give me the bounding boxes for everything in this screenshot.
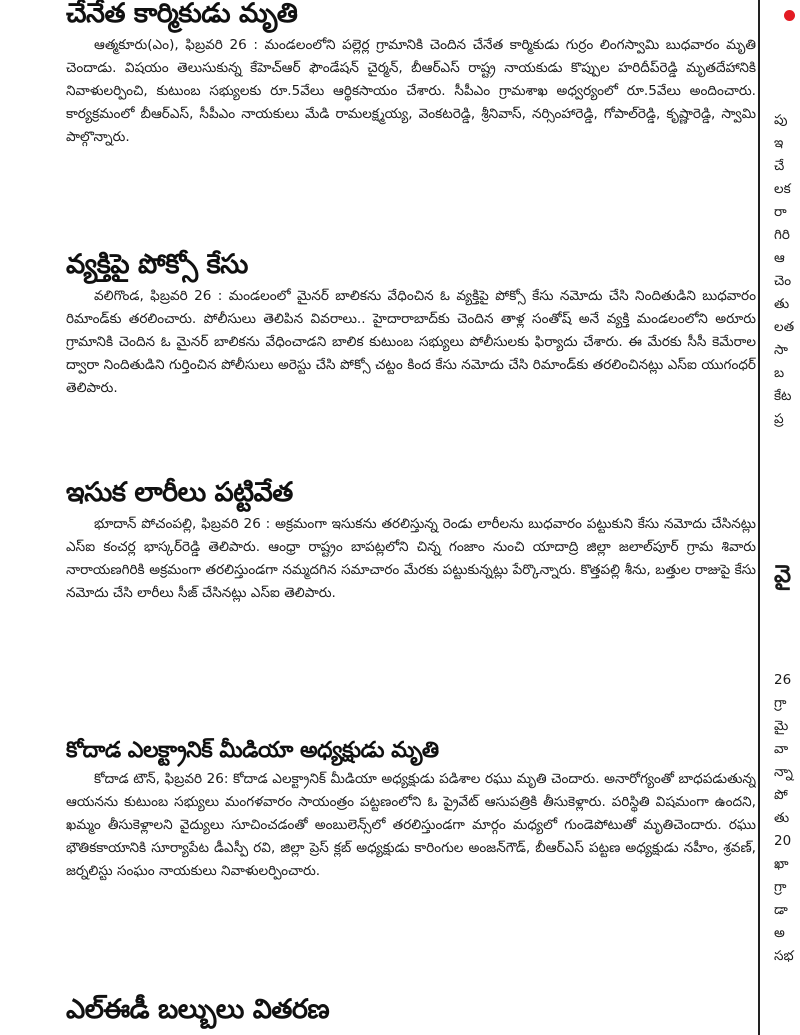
article-headline: కోదాడ ఎలక్ట్రానిక్ మీడియా అధ్యక్షుడు మృతి bbox=[66, 738, 439, 763]
article bbox=[66, 734, 756, 883]
side-fragment: ఖా bbox=[774, 856, 789, 872]
side-fragment: కేట bbox=[774, 388, 792, 404]
article bbox=[66, 473, 756, 605]
side-fragment: ప్ర bbox=[774, 411, 784, 427]
side-fragment: ఆ bbox=[774, 250, 785, 266]
side-fragment: డా bbox=[774, 902, 788, 918]
article-headline: వ్యక్తిపై పోక్సో కేసు bbox=[66, 249, 248, 280]
side-fragment: సా bbox=[774, 342, 788, 358]
side-fragment: చే bbox=[774, 158, 785, 174]
article-text: కోదాడ టౌన్, ఫిబ్రవరి 26: కోదాడ ఎలక్ట్రానిక్ మీడియా అధ్యక్షుడు పడిశాల రఘు మృతి చెందారు. అనారోగ్యంతో బాధపడుతున్న ఆయనను కుటుంబ సభ్యులు మంగళవారం సాయంత్రం పట్టణంలోని ఓ ప్రైవేట్ ఆసుపత్రికి తీసుకెళ్లారు. పరిస్థితి విషమంగా ఉందని, ఖమ్మం తీసుకెళ్లాలని వైద్యులు సూచించడంతో అంబులెన్స్‌లో తరలిస్తుండగా మార్గం మధ్యలో గుండెపోటుతో మృతిచెందారు. రఘు భౌతికకాయానికి సూర్యాపేట డీఎస్పీ రవి, జిల్లా ప్రెస్ క్లబ్ అధ్యక్షుడు కారింగుల అంజన్‌గౌడ్, బీఆర్ఎస్ పట్టణ అధ్యక్షుడు నహీం, శ్రవణ్, జర్నలిస్టు సంఘం నాయకులు నివాళులర్పించారు. bbox=[66, 771, 756, 879]
side-fragment: పు bbox=[774, 112, 788, 128]
side-fragment: గిరి bbox=[774, 227, 790, 243]
side-fragment: లత bbox=[774, 319, 795, 335]
news-column bbox=[66, 0, 756, 1035]
side-fragment: తు bbox=[774, 296, 790, 312]
article bbox=[66, 0, 756, 149]
side-fragment: గ్రా bbox=[774, 879, 787, 895]
article-headline: ఇసుక లారీలు పట్టివేత bbox=[66, 477, 293, 508]
side-fragment: రా bbox=[774, 204, 787, 220]
side-fragment: 20 bbox=[774, 833, 792, 849]
side-fragment: పో bbox=[774, 787, 788, 803]
side-fragment: మై bbox=[774, 718, 789, 734]
side-fragment: ఇ bbox=[774, 135, 784, 151]
side-fragment: అ bbox=[774, 925, 785, 941]
side-fragment: 26 bbox=[774, 672, 792, 688]
article-headline: చేనేత కార్మికుడు మృతి bbox=[66, 0, 298, 29]
side-fragment: సభ bbox=[774, 948, 794, 964]
article-text: వలిగొండ, ఫిబ్రవరి 26 : మండలంలో మైనర్ బాలికను వేధించిన ఓ వ్యక్తిపై పోక్సో కేసు నమోదు చేసి నిందితుడిని బుధవారం రిమాండ్‌కు తరలించారు. పోలీసులు తెలిపిన వివరాలు.. హైదారాబాద్‌కు చెందిన తాళ్ల సంతోష్ అనే వ్యక్తి మండలంలోని అరూరు గ్రామానికి చెందిన ఓ మైనర్ బాలికను వేధించాడని బాలిక కుటుంబ సభ్యులు పోలీసులకు ఫిర్యాదు చేశారు. ఈ మేరకు సీసీ కెమేరాల ద్వారా నిందితుడిని గుర్తించిన పోలీసులు అరెస్టు చేసి పోక్సో చట్టం కింద కేసు నమోదు చేసి రిమాండ్‌కు తరలించినట్లు ఎస్ఐ యుగంధర్ తెలిపారు. bbox=[66, 288, 756, 396]
side-fragment: వై bbox=[774, 560, 792, 588]
article bbox=[66, 245, 756, 400]
side-fragment: తు bbox=[774, 810, 790, 826]
adjacent-column bbox=[764, 0, 800, 1035]
red-dot-icon bbox=[784, 10, 795, 21]
article-body bbox=[66, 513, 756, 605]
side-fragment: చెం bbox=[774, 273, 792, 289]
article-text: ఆత్మకూరు(ఎం), ఫిబ్రవరి 26 : మండలంలోని పల్లెర్ల గ్రామానికి చెందిన చేనేత కార్మికుడు గుర్రం లింగస్వామి బుధవారం మృతి చెందాడు. విషయం తెలుసుకున్న కేహెచ్ఆర్ ఫౌండేషన్ చైర్మన్, బీఆర్ఎస్ రాష్ట్ర నాయకుడు కొప్పుల హరిదీప్‌రెడ్డి మృతదేహానికి నివాళులర్పించి, కుటుంబ సభ్యులకు రూ.5వేలు ఆర్థికసాయం చేశారు. సీపీఎం గ్రామశాఖ అధ్వర్యంలో రూ.5వేలు అందించారు. కార్యక్రమంలో బీఆర్ఎస్, సీపీఎం నాయకులు మేడి రామలక్ష్మయ్య, వెంకటరెడ్డి, శ్రీనివాస్, నర్సింహారెడ్డి, గోపాల్‌రెడ్డి, కృష్ణారెడ్డి, స్వామి పాల్గొన్నారు. bbox=[66, 37, 756, 145]
column-divider bbox=[758, 0, 760, 1035]
article-body bbox=[66, 34, 756, 149]
article-text: భూదాన్ పోచంపల్లి, ఫిబ్రవరి 26 : అక్రమంగా ఇసుకను తరలిస్తున్న రెండు లారీలను బుధవారం పట్టుకుని కేసు నమోదు చేసినట్లు ఎస్ఐ కంచర్ల భాస్కర్‌రెడ్డి తెలిపారు. ఆంధ్రా రాష్ట్రం బాపట్లలోని చిన్న గంజాం నుంచి యాదాద్రి జిల్లా జలాల్‌పూర్ గ్రామ శివారు నారాయణగిరికి అక్రమంగా తరలిస్తుండగా నమ్మదగిన సమాచారం మేరకు పట్టుకున్నట్లు పేర్కొన్నారు. కొత్తపల్లి శీను, బత్తుల రాజుపై కేసు నమోదు చేసి లారీలు సీజ్ చేసినట్లు ఎస్ఐ తెలిపారు. bbox=[66, 516, 756, 601]
side-fragment: గ్రా bbox=[774, 695, 787, 711]
side-fragment: వా bbox=[774, 741, 789, 757]
article-body bbox=[66, 768, 756, 883]
article-headline: ఎల్ఈడీ బల్బులు వితరణ bbox=[66, 994, 330, 1025]
article-body bbox=[66, 285, 756, 400]
side-fragment: బ bbox=[774, 365, 785, 381]
article bbox=[66, 990, 756, 1030]
side-fragment: లక bbox=[774, 181, 791, 197]
side-fragment: న్నా bbox=[774, 764, 793, 780]
